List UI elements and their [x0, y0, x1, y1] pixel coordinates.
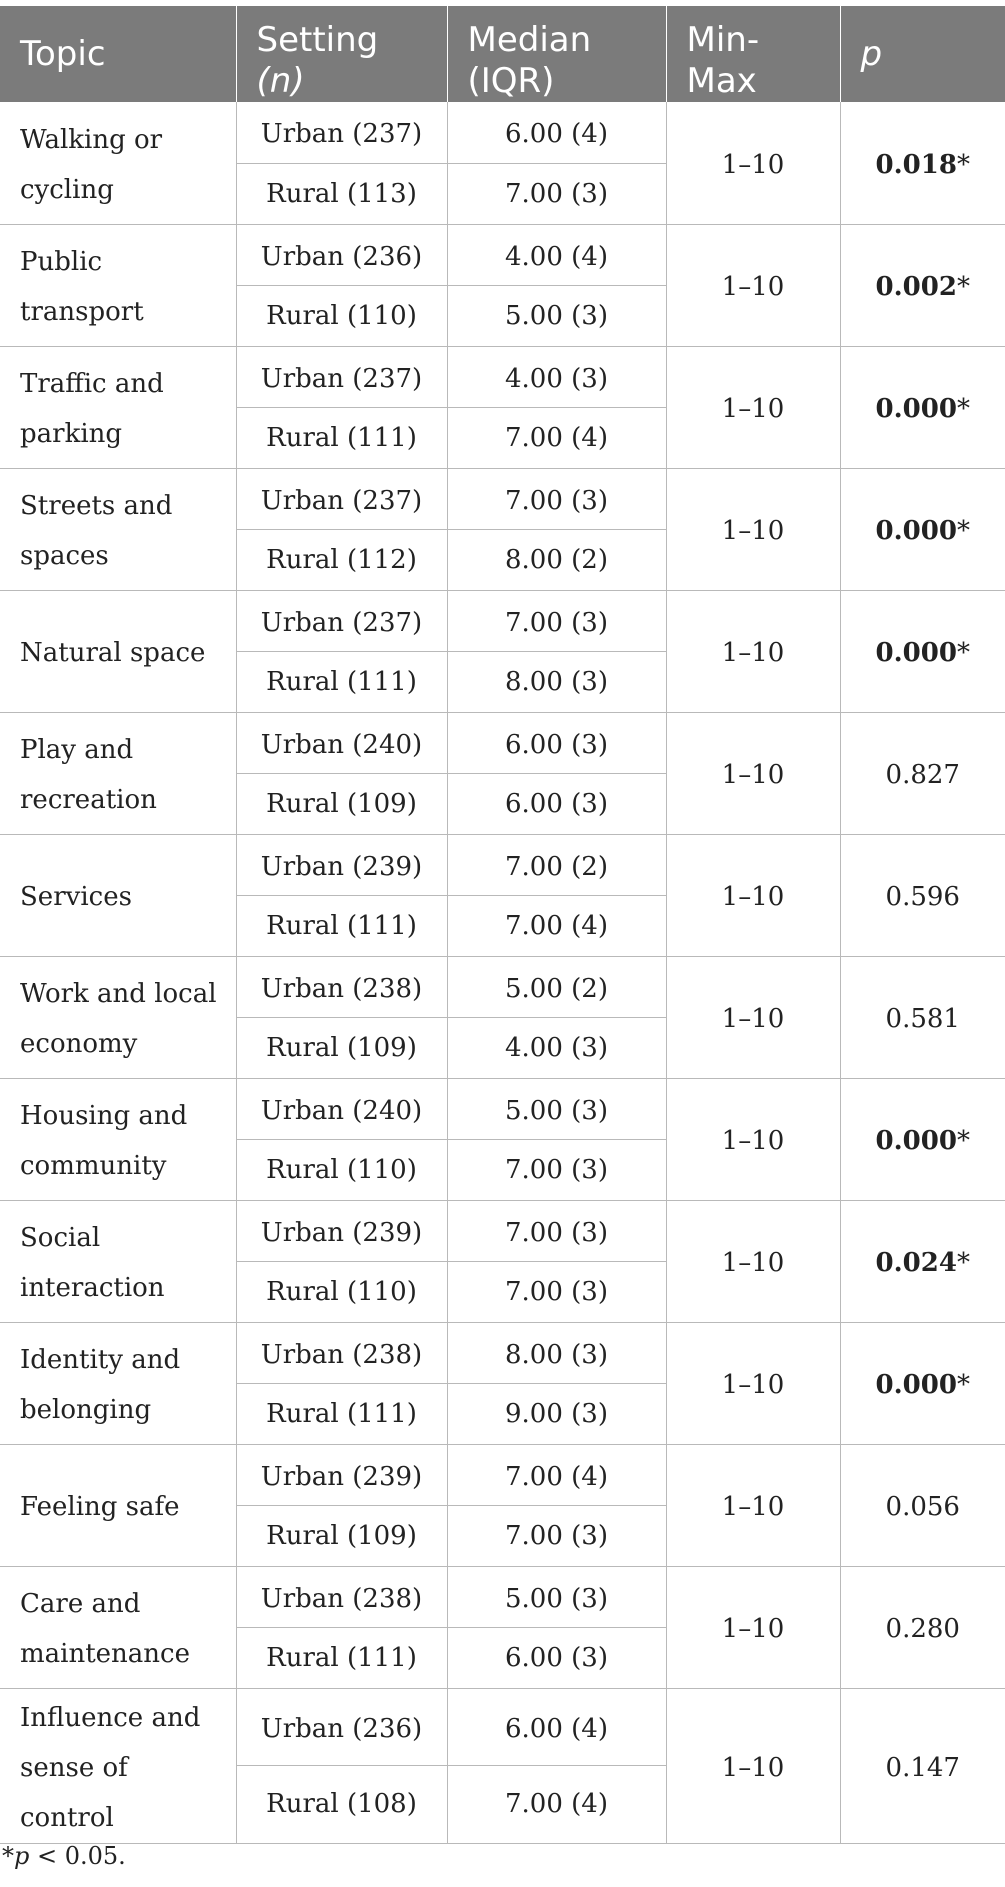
median-cell-urban: 7.00 (2) — [447, 834, 666, 895]
minmax-cell: 1–10 — [666, 346, 840, 468]
p-value-cell — [840, 1688, 1005, 1843]
setting-cell-urban: Urban (240) — [236, 712, 447, 773]
median-cell-urban: 6.00 (3) — [447, 712, 666, 773]
p-value-cell — [840, 1444, 1005, 1566]
median-cell-urban: 8.00 (3) — [447, 1322, 666, 1383]
p-value: 0.018 — [875, 149, 957, 180]
median-cell-urban: 5.00 (3) — [447, 1566, 666, 1627]
topic-cell: Identity and belonging — [0, 1322, 236, 1444]
setting-cell-rural: Rural (113) — [236, 163, 447, 224]
p-value-cell — [840, 834, 1005, 956]
significance-star: * — [956, 394, 970, 424]
minmax-cell: 1–10 — [666, 224, 840, 346]
minmax-cell: 1–10 — [666, 1200, 840, 1322]
table-body — [0, 102, 1005, 1843]
topic-cell: Walking or cycling — [0, 102, 236, 224]
header-setting: Setting (n) — [236, 6, 447, 102]
p-value: 0.581 — [885, 1004, 960, 1034]
median-cell-rural: 8.00 (3) — [447, 651, 666, 712]
setting-cell-urban: Urban (240) — [236, 1078, 447, 1139]
setting-cell-rural: Rural (111) — [236, 1383, 447, 1444]
p-value: 0.827 — [885, 760, 960, 790]
setting-cell-urban: Urban (239) — [236, 834, 447, 895]
minmax-cell: 1–10 — [666, 1688, 840, 1843]
p-value-cell — [840, 1200, 1005, 1322]
topic-cell: Services — [0, 834, 236, 956]
median-cell-urban: 5.00 (3) — [447, 1078, 666, 1139]
median-cell-urban: 4.00 (3) — [447, 346, 666, 407]
topic-cell: Streets and spaces — [0, 468, 236, 590]
median-cell-rural: 7.00 (4) — [447, 407, 666, 468]
minmax-cell: 1–10 — [666, 834, 840, 956]
significance-star: * — [956, 272, 970, 302]
table-row-urban — [0, 712, 1005, 773]
setting-cell-rural: Rural (111) — [236, 407, 447, 468]
median-cell-rural: 5.00 (3) — [447, 285, 666, 346]
minmax-cell: 1–10 — [666, 1322, 840, 1444]
table-row-urban — [0, 1200, 1005, 1261]
topic-cell: Traffic and parking — [0, 346, 236, 468]
topic-cell: Work and local economy — [0, 956, 236, 1078]
table-row-urban — [0, 834, 1005, 895]
setting-cell-urban: Urban (237) — [236, 346, 447, 407]
table-header — [0, 6, 1005, 102]
median-cell-rural: 4.00 (3) — [447, 1017, 666, 1078]
p-value: 0.596 — [885, 882, 960, 912]
median-cell-urban: 4.00 (4) — [447, 224, 666, 285]
results-table-container — [0, 6, 1005, 1844]
p-value-cell — [840, 1566, 1005, 1688]
significance-star: * — [956, 1126, 970, 1156]
topic-cell: Social interaction — [0, 1200, 236, 1322]
header-topic: Topic — [0, 6, 236, 102]
table-row-urban — [0, 346, 1005, 407]
setting-cell-rural: Rural (111) — [236, 895, 447, 956]
setting-cell-urban: Urban (237) — [236, 468, 447, 529]
setting-cell-urban: Urban (238) — [236, 956, 447, 1017]
results-table — [0, 6, 1005, 1844]
setting-cell-urban: Urban (236) — [236, 224, 447, 285]
median-cell-rural: 7.00 (4) — [447, 1766, 666, 1844]
p-value-cell — [840, 468, 1005, 590]
setting-cell-rural: Rural (109) — [236, 773, 447, 834]
significance-star: * — [956, 1248, 970, 1278]
topic-cell: Feeling safe — [0, 1444, 236, 1566]
median-cell-urban: 7.00 (3) — [447, 1200, 666, 1261]
minmax-cell: 1–10 — [666, 712, 840, 834]
setting-cell-urban: Urban (239) — [236, 1444, 447, 1505]
table-row-urban — [0, 1688, 1005, 1766]
setting-cell-rural: Rural (110) — [236, 1139, 447, 1200]
significance-star: * — [956, 149, 970, 180]
minmax-cell: 1–10 — [666, 102, 840, 224]
setting-cell-rural: Rural (109) — [236, 1505, 447, 1566]
significance-star: * — [956, 1370, 970, 1400]
median-cell-urban: 6.00 (4) — [447, 1688, 666, 1766]
p-value: 0.002 — [875, 272, 957, 302]
topic-cell: Natural space — [0, 590, 236, 712]
median-cell-urban: 5.00 (2) — [447, 956, 666, 1017]
header-minmax: Min- Max — [666, 6, 840, 102]
median-cell-rural: 6.00 (3) — [447, 1627, 666, 1688]
median-cell-rural: 7.00 (3) — [447, 163, 666, 224]
table-row-urban — [0, 1444, 1005, 1505]
setting-cell-rural: Rural (110) — [236, 1261, 447, 1322]
table-row-urban — [0, 1322, 1005, 1383]
p-value-cell — [840, 1078, 1005, 1200]
p-value-cell — [840, 224, 1005, 346]
p-value-cell — [840, 346, 1005, 468]
topic-cell: Play and recreation — [0, 712, 236, 834]
p-value: 0.280 — [885, 1614, 960, 1644]
topic-cell: Influence and sense of control — [0, 1688, 236, 1843]
p-value-cell — [840, 102, 1005, 224]
minmax-cell: 1–10 — [666, 1078, 840, 1200]
table-row-urban — [0, 1078, 1005, 1139]
setting-cell-rural: Rural (111) — [236, 1627, 447, 1688]
topic-cell: Housing and community — [0, 1078, 236, 1200]
setting-cell-rural: Rural (108) — [236, 1766, 447, 1844]
p-value-cell — [840, 712, 1005, 834]
significance-star: * — [956, 516, 970, 546]
header-median: Median (IQR) — [447, 6, 666, 102]
median-cell-rural: 7.00 (3) — [447, 1261, 666, 1322]
setting-cell-rural: Rural (111) — [236, 651, 447, 712]
footnote: *p < 0.05. — [2, 1842, 126, 1870]
header-p-value: p — [840, 6, 1005, 102]
setting-cell-rural: Rural (112) — [236, 529, 447, 590]
topic-cell: Care and maintenance — [0, 1566, 236, 1688]
setting-cell-rural: Rural (109) — [236, 1017, 447, 1078]
p-value: 0.000 — [875, 516, 957, 546]
p-value: 0.000 — [875, 394, 957, 424]
setting-cell-urban: Urban (237) — [236, 590, 447, 651]
significance-star: * — [956, 638, 970, 668]
minmax-cell: 1–10 — [666, 956, 840, 1078]
median-cell-urban: 7.00 (3) — [447, 468, 666, 529]
p-value-cell — [840, 1322, 1005, 1444]
topic-cell: Public transport — [0, 224, 236, 346]
minmax-cell: 1–10 — [666, 1444, 840, 1566]
table-row-urban — [0, 468, 1005, 529]
table-row-urban — [0, 956, 1005, 1017]
median-cell-rural: 6.00 (3) — [447, 773, 666, 834]
setting-cell-urban: Urban (239) — [236, 1200, 447, 1261]
p-value: 0.024 — [875, 1248, 957, 1278]
p-value-cell — [840, 956, 1005, 1078]
p-value-cell — [840, 590, 1005, 712]
median-cell-urban: 7.00 (3) — [447, 590, 666, 651]
table-row-urban — [0, 102, 1005, 163]
table-row-urban — [0, 590, 1005, 651]
p-value: 0.000 — [875, 638, 957, 668]
minmax-cell: 1–10 — [666, 1566, 840, 1688]
setting-cell-rural: Rural (110) — [236, 285, 447, 346]
table-row-urban — [0, 224, 1005, 285]
median-cell-rural: 7.00 (4) — [447, 895, 666, 956]
median-cell-urban: 7.00 (4) — [447, 1444, 666, 1505]
p-value: 0.056 — [885, 1492, 960, 1522]
p-value: 0.000 — [875, 1126, 957, 1156]
table-row-urban — [0, 1566, 1005, 1627]
p-value: 0.000 — [875, 1370, 957, 1400]
p-value: 0.147 — [885, 1752, 960, 1783]
median-cell-urban: 6.00 (4) — [447, 102, 666, 163]
minmax-cell: 1–10 — [666, 590, 840, 712]
median-cell-rural: 9.00 (3) — [447, 1383, 666, 1444]
median-cell-rural: 7.00 (3) — [447, 1505, 666, 1566]
setting-cell-urban: Urban (238) — [236, 1322, 447, 1383]
setting-cell-urban: Urban (236) — [236, 1688, 447, 1766]
setting-cell-urban: Urban (238) — [236, 1566, 447, 1627]
median-cell-rural: 8.00 (2) — [447, 529, 666, 590]
minmax-cell: 1–10 — [666, 468, 840, 590]
setting-cell-urban: Urban (237) — [236, 102, 447, 163]
median-cell-rural: 7.00 (3) — [447, 1139, 666, 1200]
